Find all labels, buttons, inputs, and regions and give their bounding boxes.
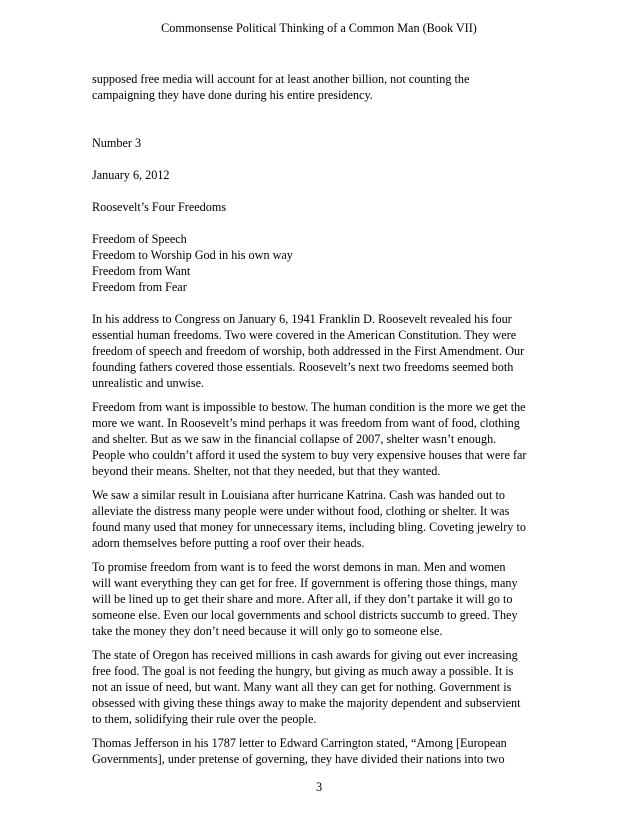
paragraph-line: People who couldn’t afford it used the system to buy very expensive houses that were far bbox=[92, 448, 527, 462]
paragraph bbox=[92, 311, 552, 391]
paragraph-line: to them, solidifying their rule over the people. bbox=[92, 712, 317, 726]
paragraph-line: will be lined up to get their share and more. After all, if they don’t partake it will go to bbox=[92, 592, 513, 606]
body-text bbox=[92, 71, 552, 767]
intro-line: supposed free media will account for at least another billion, not counting the bbox=[92, 72, 470, 86]
paragraph-line: someone else. Even our local governments and school districts succumb to greed. They bbox=[92, 608, 518, 622]
paragraph-line: take the money they don’t need because it will only go to someone else. bbox=[92, 624, 443, 638]
paragraph bbox=[92, 647, 552, 727]
paragraph-line: more we want. In Roosevelt’s mind perhaps it was freedom from want of food, clothing bbox=[92, 416, 520, 430]
paragraph-line: Freedom from want is impossible to bestow. The human condition is the more we get the bbox=[92, 400, 526, 414]
paragraph-line: obsessed with giving these things away to make the majority dependent and subservient bbox=[92, 696, 521, 710]
paragraph bbox=[92, 735, 552, 767]
paragraph-line: alleviate the distress many people were under without food, clothing or shelter. It was bbox=[92, 504, 510, 518]
section-number: Number 3 bbox=[92, 136, 142, 150]
running-header: Commonsense Political Thinking of a Common Man (Book VII) bbox=[161, 21, 477, 35]
paragraph-line: Thomas Jefferson in his 1787 letter to Edward Carrington stated, “Among [European bbox=[92, 736, 507, 750]
paragraph-line: and shelter. But as we saw in the financial collapse of 2007, shelter wasn’t enough. bbox=[92, 432, 497, 446]
paragraph-line: will want everything they can get for free. If government is offering those things, many bbox=[92, 576, 518, 590]
paragraph-line: Governments], under pretense of governing, they have divided their nations into two bbox=[92, 752, 505, 766]
paragraph-line: found many used that money for unnecessary items, including bling. Coveting jewelry to bbox=[92, 520, 526, 534]
paragraph-line: unrealistic and unwise. bbox=[92, 376, 205, 390]
paragraph-line: founding fathers covered those essentials. Roosevelt’s next two freedoms seemed both bbox=[92, 360, 514, 374]
paragraph-line: The state of Oregon has received millions in cash awards for giving out ever increasing bbox=[92, 648, 518, 662]
freedom-item: Freedom from Fear bbox=[92, 280, 187, 294]
article-date: January 6, 2012 bbox=[92, 168, 170, 182]
paragraph-line: beyond their means. Shelter, not that they needed, but that they wanted. bbox=[92, 464, 441, 478]
paragraph-line: We saw a similar result in Louisiana after hurricane Katrina. Cash was handed out to bbox=[92, 488, 505, 502]
paragraph bbox=[92, 487, 552, 551]
freedom-item: Freedom to Worship God in his own way bbox=[92, 248, 293, 262]
paragraph-line: not an issue of need, but want. Many want all they can get for nothing. Government is bbox=[92, 680, 512, 694]
article-title: Roosevelt’s Four Freedoms bbox=[92, 200, 227, 214]
paragraph bbox=[92, 559, 552, 639]
paragraph-line: essential human freedoms. Two were covered in the American Constitution. They were bbox=[92, 328, 517, 342]
intro-line: campaigning they have done during his entire presidency. bbox=[92, 88, 373, 102]
freedom-item: Freedom of Speech bbox=[92, 232, 187, 246]
paragraph-line: free food. The goal is not feeding the hungry, but giving as much away a possible. It is bbox=[92, 664, 514, 678]
paragraph-line: adorn themselves before putting a roof over their heads. bbox=[92, 536, 365, 550]
freedom-item: Freedom from Want bbox=[92, 264, 191, 278]
paragraph-line: freedom of speech and freedom of worship, both addressed in the First Amendment. Our bbox=[92, 344, 525, 358]
paragraph-line: In his address to Congress on January 6, 1941 Franklin D. Roosevelt revealed his four bbox=[92, 312, 512, 326]
paragraph bbox=[92, 399, 552, 479]
paragraph-line: To promise freedom from want is to feed the worst demons in man. Men and women bbox=[92, 560, 506, 574]
freedoms-list bbox=[92, 231, 552, 295]
page-number: 3 bbox=[315, 780, 323, 794]
